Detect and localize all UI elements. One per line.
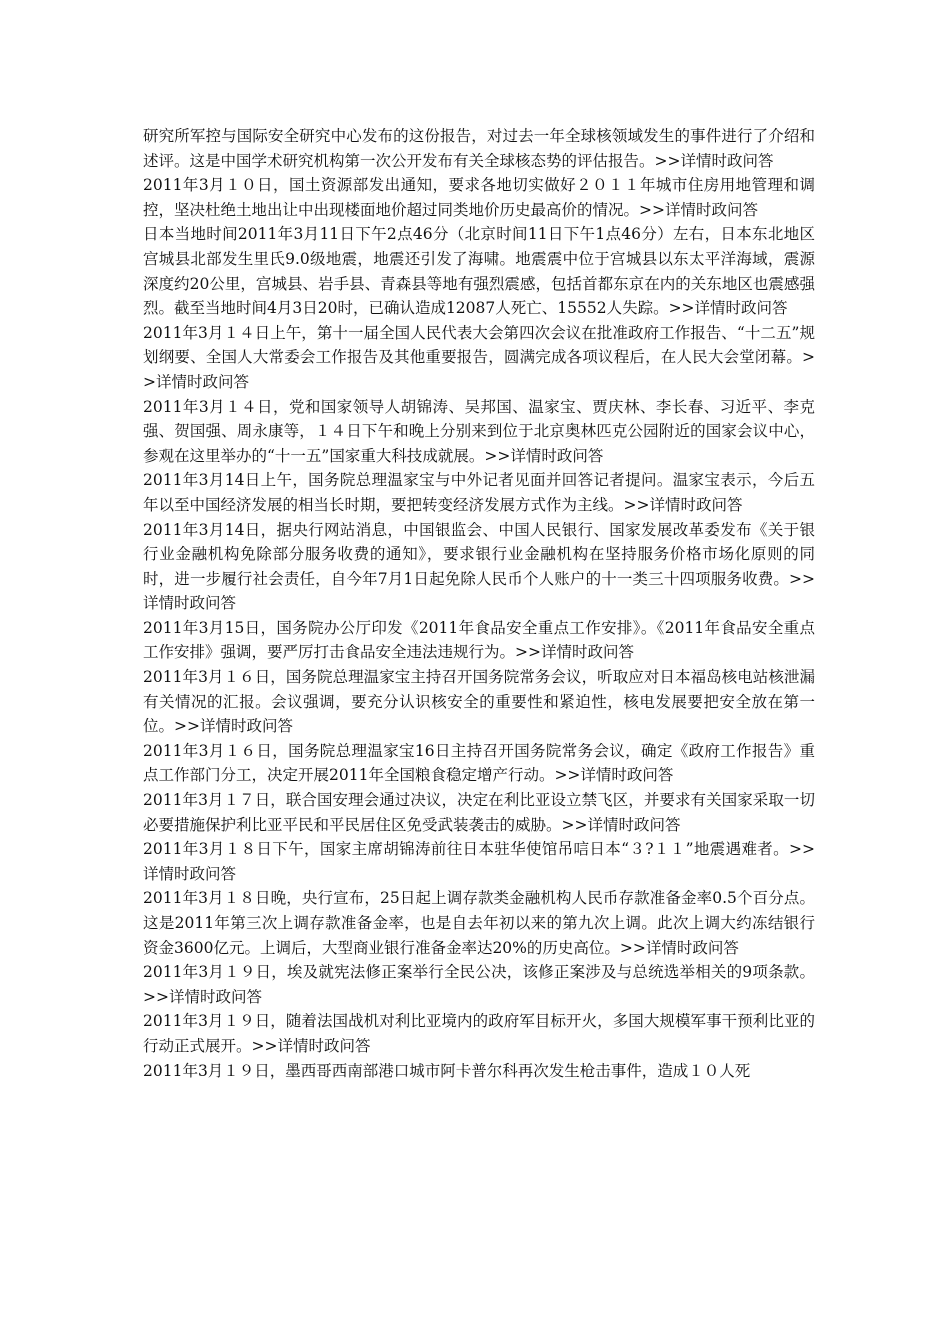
paragraph-libya-intervention: 2011年3月１９日，随着法国战机对利比亚境内的政府军目标开火，多国大规模军事干预利比亚的行动正式展开。>>详情时政问答 <box>143 1012 815 1055</box>
paragraph-nuclear-report: 研究所军控与国际安全研究中心发布的这份报告，对过去一年全球核领域发生的事件进行了介绍和述评。这是中国学术研究机构第一次公开发布有关全球核态势的评估报告。>>详情时政问答 <box>143 127 815 170</box>
paragraph-grain-production: 2011年3月１６日，国务院总理温家宝16日主持召开国务院常务会议，确定《政府工作报告》重点工作部门分工，决定开展2011年全国粮食稳定增产行动。>>详情时政问答 <box>143 741 815 785</box>
paragraph-japan-earthquake: 日本当地时间2011年3月11日下午2点46分（北京时间11日下午1点46分）左右，日本东北地区宫城县北部发生里氏9.0级地震，地震还引发了海啸。地震震中位于宫城县以东太平洋海域，震源深度约20公里，宫城县、岩手县、青森县等地有强烈震感，包括首都东京在内的关东地区也震感强烈。截至当地时间4月3日20时，已确认造成12087人死亡、15552人失踪。>>详情时政问答 <box>143 225 815 318</box>
paragraph-mexico-shooting: 2011年3月１９日，墨西哥西南部港口城市阿卡普尔科再次发生枪击事件，造成１０人死 <box>143 1061 751 1080</box>
paragraph-premier-press: 2011年3月14日上午，国务院总理温家宝与中外记者见面并回答记者提问。温家宝表示，今后五年以至中国经济发展的相当长时期，要把转变经济发展方式作为主线。>>详情时政问答 <box>143 471 815 514</box>
paragraph-libya-no-fly: 2011年3月１７日，联合国安理会通过决议，决定在利比亚设立禁飞区，并要求有关国家采取一切必要措施保护利比亚平民和平民居住区免受武装袭击的威胁。>>详情时政问答 <box>143 791 815 834</box>
paragraph-food-safety: 2011年3月15日，国务院办公厅印发《2011年食品安全重点工作安排》。《2011年食品安全重点工作安排》强调，要严厉打击食品安全违法违规行为。>>详情时政问答 <box>143 618 815 662</box>
paragraph-nuclear-safety: 2011年3月１６日，国务院总理温家宝主持召开国务院常务会议，听取应对日本福岛核电站核泄漏有关情况的汇报。会议强调，要充分认识核安全的重要性和紧迫性，核电发展要把安全放在第一位。>>详情时政问答 <box>143 668 815 736</box>
paragraph-reserve-ratio: 2011年3月１８日晚，央行宣布，25日起上调存款类金融机构人民币存款准备金率0.5个百分点。这是2011年第三次上调存款准备金率，也是自去年初以来的第九次上调。此次上调大约冻结银行资金3600亿元。上调后，大型商业银行准备金率达20%的历史高位。>>详情时政问答 <box>143 889 815 957</box>
paragraph-condolence: 2011年3月１８日下午，国家主席胡锦涛前往日本驻华使馆吊唁日本“３?１１”地震遇难者。>>详情时政问答 <box>143 840 815 883</box>
paragraph-npc-closing: 2011年3月１４日上午，第十一届全国人民代表大会第四次会议在批准政府工作报告、“十二五”规划纲要、全国人大常委会工作报告及其他重要报告，圆满完成各项议程后，在人民大会堂闭幕。>>详情时政问答 <box>143 323 815 391</box>
paragraph-tech-exhibition: 2011年3月１４日，党和国家领导人胡锦涛、吴邦国、温家宝、贾庆林、李长春、习近平、李克强、贺国强、周永康等，１４日下午和晚上分别来到位于北京奥林匹克公园附近的国家会议中心，参观在这里举办的“十一五”国家重大科技成就展。>>详情时政问答 <box>143 397 815 465</box>
paragraph-egypt-referendum: 2011年3月１９日，埃及就宪法修正案举行全民公决，该修正案涉及与总统选举相关的9项条款。>>详情时政问答 <box>143 963 815 1006</box>
paragraph-bank-fees: 2011年3月14日，据央行网站消息，中国银监会、中国人民银行、国家发展改革委发布《关于银行业金融机构免除部分服务收费的通知》，要求银行业金融机构在坚持服务价格市场化原则的同时，进一步履行社会责任，自今年7月1日起免除人民币个人账户的十一类三十四项服务收费。>>详情时政问答 <box>143 520 815 613</box>
paragraph-land-notice: 2011年3月１０日，国土资源部发出通知，要求各地切实做好２０１１年城市住房用地管理和调控，坚决杜绝土地出让中出现楼面地价超过同类地价历史最高价的情况。>>详情时政问答 <box>143 176 815 219</box>
document-body <box>143 124 815 1083</box>
